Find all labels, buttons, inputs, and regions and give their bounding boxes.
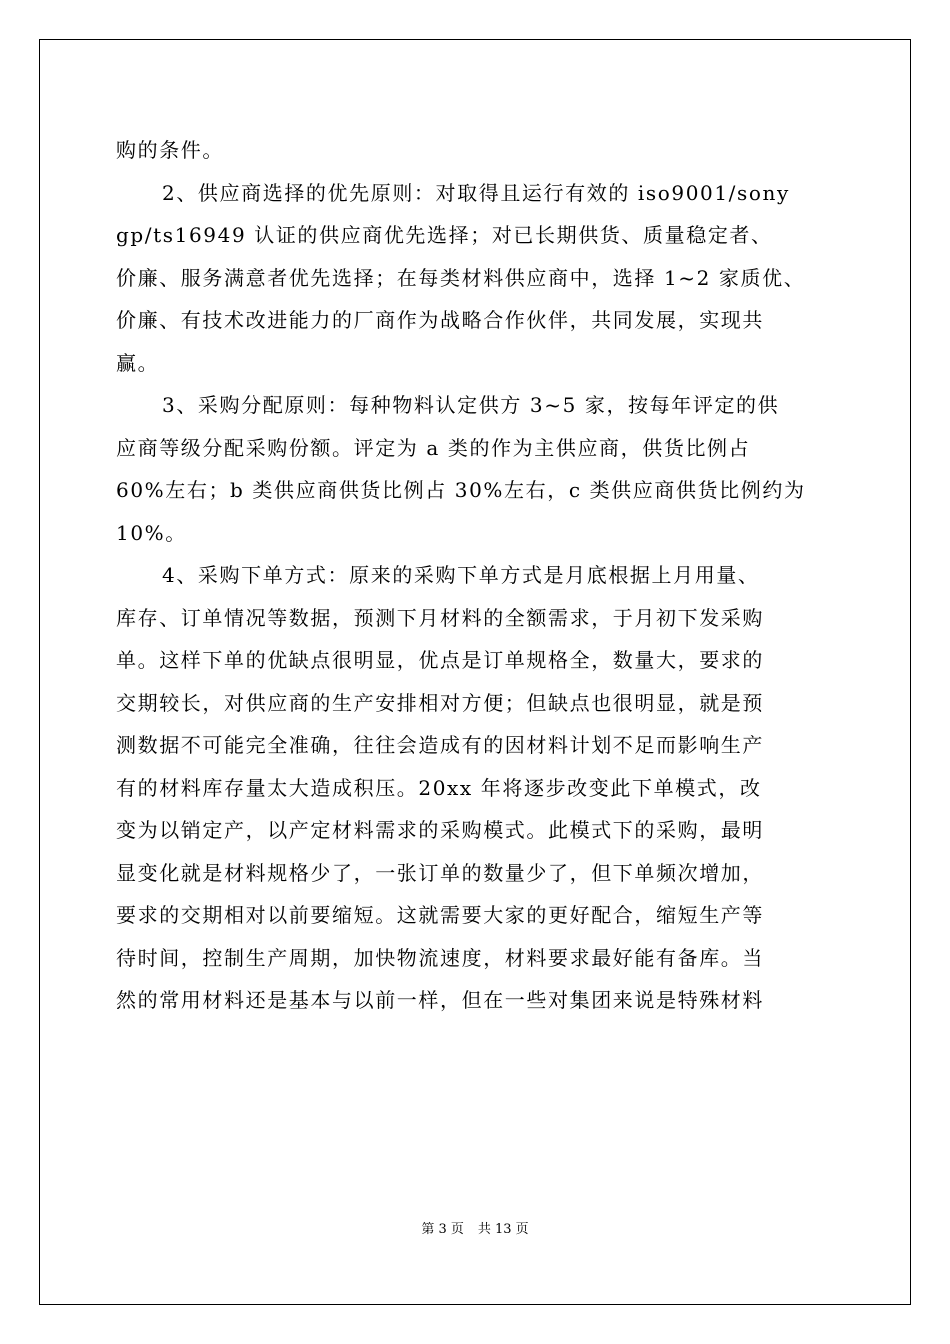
page-total: 共 13 页	[477, 1222, 529, 1237]
paragraph-start-line: 4、采购下单方式：原来的采购下单方式是月底根据上月用量、	[162, 563, 760, 587]
text-line: 应商等级分配采购份额。评定为 a 类的作为主供应商，供货比例占	[116, 435, 751, 460]
text-line: 单。这样下单的优缺点很明显，优点是订单规格全，数量大，要求的	[116, 648, 764, 672]
text-line: 库存、订单情况等数据，预测下月材料的全额需求，于月初下发采购	[116, 605, 764, 630]
text-line: gp/ts16949 认证的供应商优先选择；对已长期供货、质量稳定者、	[116, 223, 773, 247]
text-line: 价廉、服务满意者优先选择；在每类材料供应商中，选择 1~2 家质优、	[116, 265, 806, 290]
paragraph-start-line: 2、供应商选择的优先原则：对取得且运行有效的 iso9001/sony	[162, 180, 790, 205]
text-line: 待时间，控制生产周期，加快物流速度，材料要求最好能有备库。当	[116, 945, 764, 970]
text-line: 然的常用材料还是基本与以前一样，但在一些对集团来说是特殊材料	[116, 988, 764, 1012]
document-body	[116, 129, 841, 1022]
text-line: 赢。	[116, 350, 160, 375]
text-line: 交期较长，对供应商的生产安排相对方便；但缺点也很明显，就是预	[116, 690, 764, 715]
text-line: 变为以销定产，以产定材料需求的采购模式。此模式下的采购，最明	[116, 818, 764, 842]
page-footer	[0, 1218, 950, 1237]
text-line: 显变化就是材料规格少了，一张订单的数量少了，但下单频次增加，	[116, 860, 764, 885]
text-line: 测数据不可能完全准确，往往会造成有的因材料计划不足而影响生产	[116, 733, 764, 757]
text-line: 10%。	[116, 520, 187, 545]
page-number: 第 3 页	[421, 1222, 464, 1237]
text-line: 60%左右；b 类供应商供货比例占 30%左右，c 类供应商供货比例约为	[116, 478, 806, 502]
text-line: 价廉、有技术改进能力的厂商作为战略合作伙伴，共同发展，实现共	[116, 308, 764, 332]
text-line: 要求的交期相对以前要缩短。这就需要大家的更好配合，缩短生产等	[116, 903, 764, 927]
paragraph-start-line: 3、采购分配原则：每种物料认定供方 3~5 家，按每年评定的供	[162, 393, 780, 417]
text-line: 购的条件。	[116, 138, 224, 162]
text-line: 有的材料库存量太大造成积压。20xx 年将逐步改变此下单模式，改	[116, 775, 762, 800]
